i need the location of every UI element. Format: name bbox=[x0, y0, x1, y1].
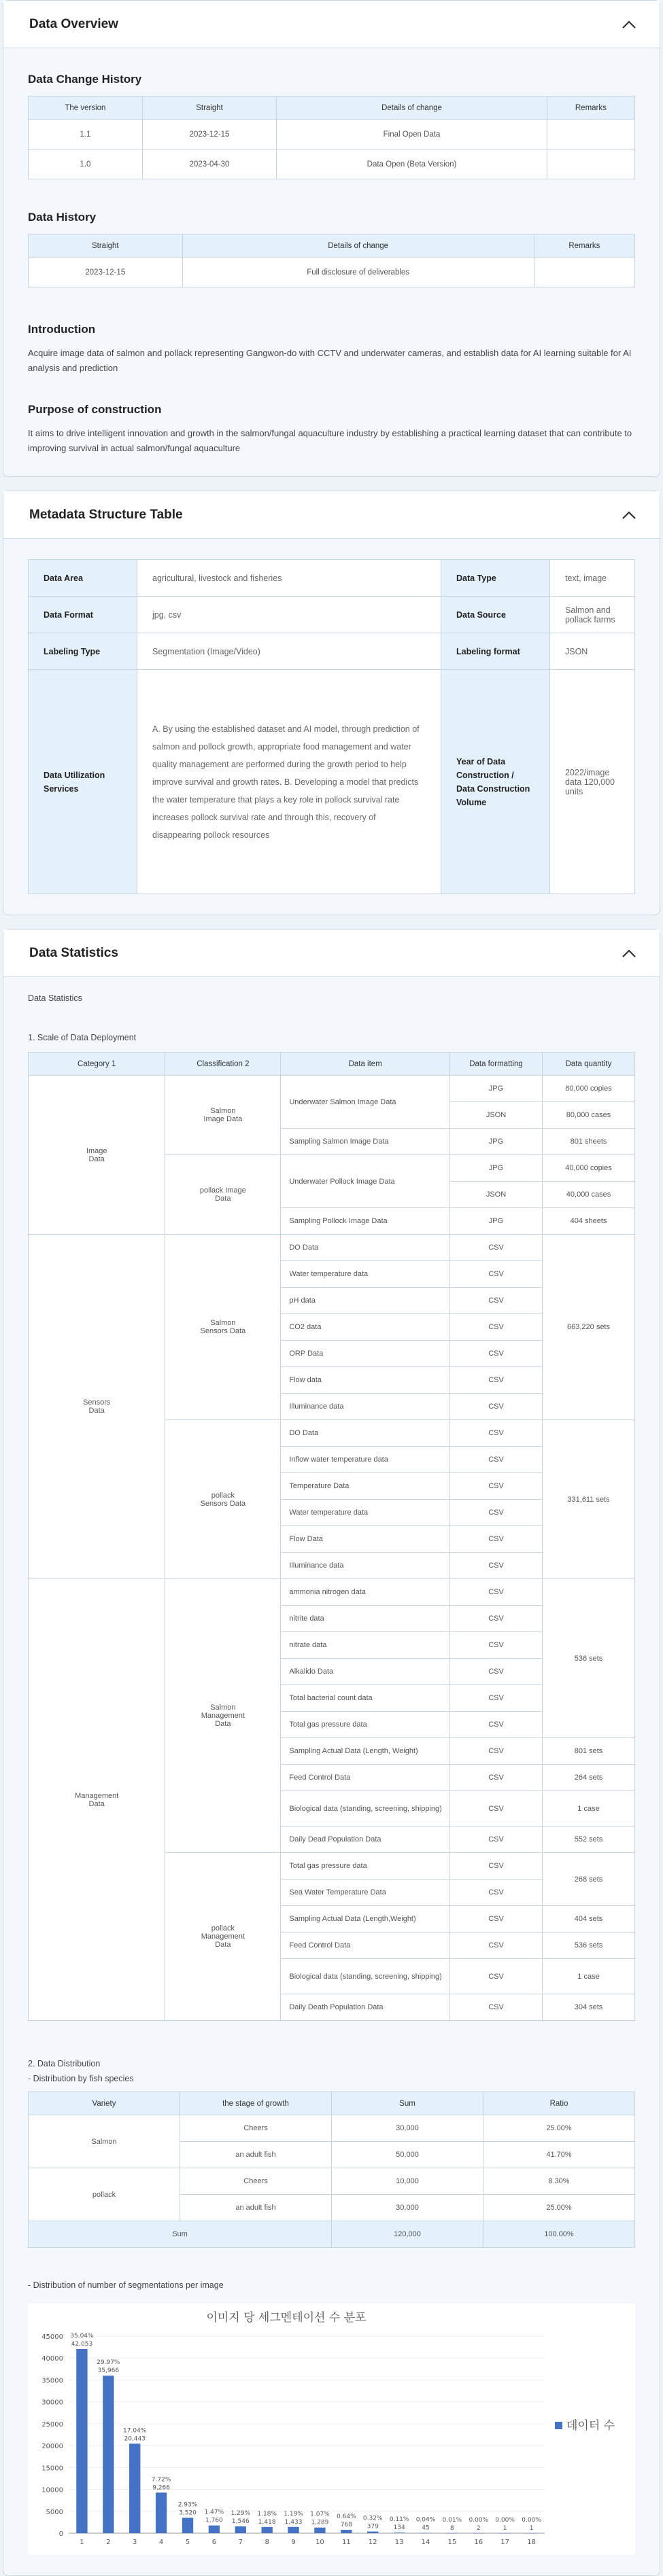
cell: 41.70% bbox=[483, 2142, 635, 2168]
item-cell: Daily Death Population Data bbox=[281, 1994, 450, 2021]
metadata-table bbox=[28, 559, 635, 894]
col-header: the stage of growth bbox=[180, 2092, 332, 2115]
format-cell: CSV bbox=[450, 1341, 543, 1367]
col-header: Details of change bbox=[277, 96, 547, 120]
label: Data Area bbox=[29, 560, 137, 597]
purpose-title: Purpose of construction bbox=[28, 403, 162, 416]
intro-title: Introduction bbox=[28, 323, 96, 336]
cell: 8.30% bbox=[483, 2168, 635, 2195]
format-cell: JPG bbox=[450, 1076, 543, 1102]
section-title: Metadata Structure Table bbox=[29, 507, 183, 522]
item-cell: Inflow water temperature data bbox=[281, 1447, 450, 1473]
qty-cell: 404 sheets bbox=[543, 1208, 635, 1235]
qty-cell: 1 case bbox=[543, 1791, 635, 1827]
qty-cell: 80,000 cases bbox=[543, 1102, 635, 1129]
bar bbox=[500, 2533, 511, 2534]
bar-percent-label: 1.47% bbox=[204, 2509, 224, 2516]
change-history-table bbox=[28, 96, 635, 179]
x-tick-label: 15 bbox=[447, 2539, 457, 2546]
bar-percent-label: 0.00% bbox=[495, 2516, 515, 2524]
section-title: Data Statistics bbox=[29, 945, 118, 960]
x-tick-label: 18 bbox=[527, 2539, 536, 2546]
class-cell: Salmon Management Data bbox=[165, 1579, 281, 1853]
variety-cell: Salmon bbox=[29, 2115, 180, 2168]
metadata-header[interactable] bbox=[3, 491, 660, 539]
col-header: Straight bbox=[142, 96, 276, 120]
qty-cell: 80,000 copies bbox=[543, 1076, 635, 1102]
class-cell: pollack Sensors Data bbox=[165, 1420, 281, 1579]
table-row bbox=[29, 258, 635, 287]
value: JSON bbox=[549, 633, 634, 670]
bar-value-label: 1,433 bbox=[284, 2518, 303, 2526]
x-tick-label: 12 bbox=[368, 2539, 377, 2546]
bar-value-label: 3,520 bbox=[179, 2509, 197, 2517]
class-cell: pollack Management Data bbox=[165, 1853, 281, 2021]
item-cell: Feed Control Data bbox=[281, 1765, 450, 1791]
bar-value-label: 1 bbox=[529, 2524, 534, 2532]
sum-cell: 100.00% bbox=[483, 2221, 635, 2248]
data-statistics-header[interactable] bbox=[3, 930, 660, 977]
bar-percent-label: 1.29% bbox=[231, 2510, 251, 2518]
item-cell: ammonia nitrogen data bbox=[281, 1579, 450, 1606]
bar-percent-label: 29.97% bbox=[97, 2359, 120, 2367]
bar-percent-label: 1.07% bbox=[310, 2511, 330, 2518]
x-tick-label: 13 bbox=[394, 2539, 404, 2546]
col-header: Data item bbox=[281, 1053, 450, 1076]
cell: 30,000 bbox=[332, 2195, 483, 2221]
cell bbox=[547, 120, 634, 149]
col-header: The version bbox=[29, 96, 143, 120]
value: agricultural, livestock and fisheries bbox=[137, 560, 441, 597]
bar-value-label: 1,418 bbox=[258, 2518, 276, 2526]
bar-value-label: 8 bbox=[450, 2524, 454, 2532]
item-cell: Sampling Pollock Image Data bbox=[281, 1208, 450, 1235]
cell bbox=[534, 258, 634, 287]
format-cell: CSV bbox=[450, 1447, 543, 1473]
purpose-text: It aims to drive intelligent innovation and growth in the salmon/fungal aquaculture industry by establishing a practical learning dataset that can contribute to improving survival in actual salmon/fungal aquaculture bbox=[28, 428, 632, 453]
item-cell: DO Data bbox=[281, 1420, 450, 1447]
segmentation-chart bbox=[28, 2304, 635, 2555]
bar-percent-label: 2.93% bbox=[177, 2501, 198, 2509]
bar-percent-label: 0.00% bbox=[469, 2516, 489, 2524]
label: Data Type bbox=[441, 560, 549, 597]
history-title: Data History bbox=[28, 211, 97, 224]
variety-cell: pollack bbox=[29, 2168, 180, 2221]
cell: 2023-12-15 bbox=[142, 120, 276, 149]
x-tick-label: 5 bbox=[185, 2539, 190, 2546]
col-header: Ratio bbox=[483, 2092, 635, 2115]
bar-value-label: 2 bbox=[476, 2524, 481, 2532]
value: Salmon and pollack farms bbox=[549, 597, 634, 633]
chevron-up-icon[interactable] bbox=[619, 943, 639, 964]
bar-percent-label: 0.00% bbox=[522, 2516, 541, 2524]
bar-value-label: 9,266 bbox=[152, 2484, 170, 2492]
col-header: Category 1 bbox=[29, 1053, 165, 1076]
bar bbox=[182, 2518, 193, 2533]
item-cell: Flow Data bbox=[281, 1526, 450, 1553]
y-tick-label: 15000 bbox=[41, 2465, 63, 2473]
cell: 10,000 bbox=[332, 2168, 483, 2195]
data-overview-header[interactable] bbox=[3, 1, 660, 48]
table-row bbox=[29, 633, 635, 670]
label: Data Format bbox=[29, 597, 137, 633]
item-cell: Flow data bbox=[281, 1367, 450, 1394]
item-cell: Underwater Pollock Image Data bbox=[281, 1155, 450, 1208]
bar bbox=[420, 2533, 431, 2534]
cell: 25.00% bbox=[483, 2115, 635, 2142]
bar-percent-label: 0.01% bbox=[442, 2516, 462, 2524]
qty-cell: 264 sets bbox=[543, 1765, 635, 1791]
format-cell: CSV bbox=[450, 1632, 543, 1659]
col-header: Data quantity bbox=[543, 1053, 635, 1076]
qty-cell: 801 sheets bbox=[543, 1129, 635, 1155]
item-cell: Feed Control Data bbox=[281, 1933, 450, 1959]
format-cell: CSV bbox=[450, 1553, 543, 1579]
cell: Data Open (Beta Version) bbox=[277, 149, 547, 179]
col-header: Remarks bbox=[547, 96, 634, 120]
segmentation-subtitle: - Distribution of number of segmentations per image bbox=[28, 2280, 224, 2290]
x-tick-label: 3 bbox=[133, 2539, 137, 2546]
legend-swatch bbox=[555, 2422, 562, 2429]
bar-value-label: 379 bbox=[367, 2523, 379, 2530]
item-cell: Biological data (standing, screening, shipping) bbox=[281, 1791, 450, 1827]
format-cell: CSV bbox=[450, 1420, 543, 1447]
item-cell: Sea Water Temperature Data bbox=[281, 1880, 450, 1906]
cell: 25.00% bbox=[483, 2195, 635, 2221]
bar-percent-label: 1.18% bbox=[257, 2510, 277, 2518]
format-cell: CSV bbox=[450, 1994, 543, 2021]
bar-value-label: 134 bbox=[393, 2524, 405, 2532]
format-cell: CSV bbox=[450, 1473, 543, 1500]
item-cell: pH data bbox=[281, 1288, 450, 1314]
bar bbox=[262, 2527, 273, 2533]
x-tick-label: 9 bbox=[291, 2539, 296, 2546]
format-cell: CSV bbox=[450, 1500, 543, 1526]
value: A. By using the established dataset and AI model, through prediction of salmon and pollock growth, appropriate food management and water quality management are performed during the growth period to help improve survival and growth rates. B. Developing a model that predicts the water temperature that plays a key role in pollock survival rate increases pollock survival rate and through this, recovery of disappearing pollock resources bbox=[137, 670, 441, 894]
x-tick-label: 7 bbox=[238, 2539, 243, 2546]
chevron-up-icon[interactable] bbox=[619, 14, 639, 35]
bar-percent-label: 0.64% bbox=[337, 2513, 356, 2521]
format-cell: CSV bbox=[450, 1314, 543, 1341]
class-cell: pollack Image Data bbox=[165, 1155, 281, 1235]
format-cell: CSV bbox=[450, 1659, 543, 1685]
scale-title: 1. Scale of Data Deployment bbox=[28, 1033, 137, 1042]
col-header: Straight bbox=[29, 234, 183, 258]
x-tick-label: 4 bbox=[158, 2539, 164, 2546]
y-tick-label: 0 bbox=[58, 2530, 63, 2538]
value: 2022/image data 120,000 units bbox=[549, 670, 634, 894]
bar-percent-label: 0.11% bbox=[389, 2516, 409, 2524]
table-row bbox=[29, 149, 635, 179]
label: Data Source bbox=[441, 597, 549, 633]
x-tick-label: 2 bbox=[106, 2539, 111, 2546]
bar-value-label: 45 bbox=[422, 2524, 430, 2532]
item-cell: Temperature Data bbox=[281, 1473, 450, 1500]
col-header: Classification 2 bbox=[165, 1053, 281, 1076]
table-row bbox=[29, 120, 635, 149]
bar bbox=[209, 2526, 220, 2533]
x-tick-label: 1 bbox=[80, 2539, 84, 2546]
format-cell: JPG bbox=[450, 1129, 543, 1155]
qty-cell: 304 sets bbox=[543, 1994, 635, 2021]
metadata-card bbox=[3, 491, 660, 915]
cell: 1.0 bbox=[29, 149, 143, 179]
cell: 2023-04-30 bbox=[142, 149, 276, 179]
label: Data Utilization Services bbox=[29, 670, 137, 894]
bar bbox=[156, 2492, 167, 2533]
bar-value-label: 1,546 bbox=[231, 2518, 250, 2526]
item-cell: Illuminance data bbox=[281, 1394, 450, 1420]
sum-cell: Sum bbox=[29, 2221, 332, 2248]
cell: an adult fish bbox=[180, 2142, 332, 2168]
format-cell: CSV bbox=[450, 1526, 543, 1553]
x-tick-label: 14 bbox=[421, 2539, 430, 2546]
col-header: Remarks bbox=[534, 234, 634, 258]
col-header: Sum bbox=[332, 2092, 483, 2115]
bar-value-label: 1,760 bbox=[205, 2517, 223, 2524]
bar bbox=[367, 2532, 378, 2533]
qty-cell: 552 sets bbox=[543, 1827, 635, 1853]
item-cell: nitrate data bbox=[281, 1632, 450, 1659]
format-cell: CSV bbox=[450, 1288, 543, 1314]
bar-value-label: 42,053 bbox=[71, 2340, 93, 2348]
bar-value-label: 1,289 bbox=[311, 2519, 329, 2526]
segmentation-bar-chart bbox=[28, 2304, 641, 2555]
table-row bbox=[29, 670, 635, 894]
bar-value-label: 768 bbox=[340, 2522, 352, 2529]
qty-cell: 404 sets bbox=[543, 1906, 635, 1933]
qty-cell: 1 case bbox=[543, 1959, 635, 1994]
y-tick-label: 5000 bbox=[46, 2508, 63, 2516]
y-tick-label: 45000 bbox=[41, 2333, 63, 2341]
item-cell: DO Data bbox=[281, 1235, 450, 1261]
y-tick-label: 35000 bbox=[41, 2377, 63, 2385]
format-cell: CSV bbox=[450, 1906, 543, 1933]
class-cell: Salmon Image Data bbox=[165, 1076, 281, 1155]
qty-cell: 40,000 copies bbox=[543, 1155, 635, 1182]
format-cell: CSV bbox=[450, 1853, 543, 1880]
distribution-title: 2. Data Distribution bbox=[28, 2059, 101, 2068]
y-tick-label: 10000 bbox=[41, 2486, 63, 2494]
stats-subtitle: Data Statistics bbox=[28, 993, 82, 1003]
bar bbox=[473, 2533, 484, 2534]
format-cell: CSV bbox=[450, 1712, 543, 1738]
qty-cell: 663,220 sets bbox=[543, 1235, 635, 1420]
format-cell: CSV bbox=[450, 1827, 543, 1853]
qty-cell: 801 sets bbox=[543, 1738, 635, 1765]
qty-cell: 536 sets bbox=[543, 1933, 635, 1959]
format-cell: CSV bbox=[450, 1791, 543, 1827]
bar-percent-label: 35.04% bbox=[70, 2332, 94, 2340]
item-cell: Illuminance data bbox=[281, 1553, 450, 1579]
item-cell: CO2 data bbox=[281, 1314, 450, 1341]
format-cell: CSV bbox=[450, 1933, 543, 1959]
data-statistics-card bbox=[3, 929, 660, 2576]
format-cell: JSON bbox=[450, 1102, 543, 1129]
qty-cell: 536 sets bbox=[543, 1579, 635, 1738]
format-cell: CSV bbox=[450, 1261, 543, 1288]
qty-cell: 268 sets bbox=[543, 1853, 635, 1906]
format-cell: CSV bbox=[450, 1394, 543, 1420]
value: text, image bbox=[549, 560, 634, 597]
item-cell: Total gas pressure data bbox=[281, 1853, 450, 1880]
col-header: Data formatting bbox=[450, 1053, 543, 1076]
cell: 30,000 bbox=[332, 2115, 483, 2142]
change-history-title: Data Change History bbox=[28, 73, 142, 86]
format-cell: CSV bbox=[450, 1959, 543, 1994]
scale-table bbox=[28, 1052, 635, 2021]
data-overview-card bbox=[3, 0, 660, 477]
qty-cell: 331,611 sets bbox=[543, 1420, 635, 1579]
x-tick-label: 17 bbox=[500, 2539, 510, 2546]
bar bbox=[235, 2526, 246, 2533]
x-tick-label: 6 bbox=[211, 2539, 217, 2546]
category-cell: Management Data bbox=[29, 1579, 165, 2021]
label: Labeling Type bbox=[29, 633, 137, 670]
distribution-subtitle: - Distribution by fish species bbox=[28, 2074, 134, 2083]
item-cell: Daily Dead Population Data bbox=[281, 1827, 450, 1853]
value: Segmentation (Image/Video) bbox=[137, 633, 441, 670]
sum-cell: 120,000 bbox=[332, 2221, 483, 2248]
y-tick-label: 30000 bbox=[41, 2399, 63, 2407]
y-tick-label: 20000 bbox=[41, 2443, 63, 2451]
cell: Final Open Data bbox=[277, 120, 547, 149]
cell: 50,000 bbox=[332, 2142, 483, 2168]
cell: an adult fish bbox=[180, 2195, 332, 2221]
item-cell: Total bacterial count data bbox=[281, 1685, 450, 1712]
format-cell: JPG bbox=[450, 1155, 543, 1182]
format-cell: CSV bbox=[450, 1738, 543, 1765]
intro-text: Acquire image data of salmon and pollack representing Gangwon-do with CCTV and underwater cameras, and establish data for AI learning suitable for AI analysis and prediction bbox=[28, 348, 632, 373]
bar-percent-label: 0.32% bbox=[362, 2515, 383, 2522]
format-cell: JSON bbox=[450, 1182, 543, 1208]
bar bbox=[288, 2527, 299, 2533]
chart-title: 이미지 당 세그멘테이션 수 분포 bbox=[206, 2311, 367, 2325]
x-tick-label: 16 bbox=[474, 2539, 483, 2546]
item-cell: Underwater Salmon Image Data bbox=[281, 1076, 450, 1129]
y-tick-label: 40000 bbox=[41, 2355, 63, 2363]
x-tick-label: 11 bbox=[341, 2539, 351, 2546]
format-cell: CSV bbox=[450, 1235, 543, 1261]
bar-value-label: 1 bbox=[503, 2524, 507, 2532]
bar bbox=[447, 2533, 458, 2534]
class-cell: Salmon Sensors Data bbox=[165, 1235, 281, 1420]
col-header: Variety bbox=[29, 2092, 180, 2115]
bar-percent-label: 1.19% bbox=[284, 2510, 303, 2518]
item-cell: Water temperature data bbox=[281, 1500, 450, 1526]
table-row bbox=[29, 560, 635, 597]
value: jpg, csv bbox=[137, 597, 441, 633]
item-cell: Sampling Salmon Image Data bbox=[281, 1129, 450, 1155]
category-cell: Sensors Data bbox=[29, 1235, 165, 1579]
format-cell: CSV bbox=[450, 1880, 543, 1906]
label: Labeling format bbox=[441, 633, 549, 670]
x-tick-label: 8 bbox=[265, 2539, 269, 2546]
item-cell: Alkalido Data bbox=[281, 1659, 450, 1685]
bar bbox=[76, 2349, 87, 2533]
bar bbox=[129, 2443, 140, 2533]
bar-percent-label: 7.72% bbox=[151, 2476, 171, 2484]
category-cell: Image Data bbox=[29, 1076, 165, 1235]
legend-label: 데이터 수 bbox=[566, 2419, 615, 2433]
chevron-up-icon[interactable] bbox=[619, 505, 639, 525]
format-cell: CSV bbox=[450, 1367, 543, 1394]
cell: Cheers bbox=[180, 2115, 332, 2142]
cell: 1.1 bbox=[29, 120, 143, 149]
qty-cell: 40,000 cases bbox=[543, 1182, 635, 1208]
format-cell: CSV bbox=[450, 1685, 543, 1712]
item-cell: Total gas pressure data bbox=[281, 1712, 450, 1738]
col-header: Details of change bbox=[182, 234, 534, 258]
label: Year of Data Construction / Data Construction Volume bbox=[441, 670, 549, 894]
bar bbox=[103, 2376, 114, 2533]
bar-percent-label: 0.04% bbox=[415, 2516, 436, 2524]
item-cell: Sampling Actual Data (Length, Weight) bbox=[281, 1738, 450, 1765]
bar bbox=[314, 2528, 325, 2533]
format-cell: JPG bbox=[450, 1208, 543, 1235]
bar-percent-label: 17.04% bbox=[123, 2427, 147, 2435]
bar-value-label: 35,966 bbox=[97, 2367, 120, 2375]
cell: Full disclosure of deliverables bbox=[182, 258, 534, 287]
x-tick-label: 10 bbox=[316, 2539, 324, 2546]
section-title: Data Overview bbox=[29, 16, 118, 31]
bar bbox=[526, 2533, 537, 2534]
history-table bbox=[28, 234, 635, 287]
format-cell: CSV bbox=[450, 1765, 543, 1791]
item-cell: Sampling Actual Data (Length,Weight) bbox=[281, 1906, 450, 1933]
item-cell: nitrite data bbox=[281, 1606, 450, 1632]
bar bbox=[341, 2530, 352, 2533]
format-cell: CSV bbox=[450, 1579, 543, 1606]
table-row bbox=[29, 597, 635, 633]
cell: 2023-12-15 bbox=[29, 258, 183, 287]
item-cell: Water temperature data bbox=[281, 1261, 450, 1288]
cell bbox=[547, 149, 634, 179]
format-cell: CSV bbox=[450, 1606, 543, 1632]
item-cell: Biological data (standing, screening, shipping) bbox=[281, 1959, 450, 1994]
cell: Cheers bbox=[180, 2168, 332, 2195]
bar-value-label: 20,443 bbox=[124, 2435, 146, 2443]
item-cell: ORP Data bbox=[281, 1341, 450, 1367]
y-tick-label: 25000 bbox=[41, 2420, 63, 2429]
distribution-table bbox=[28, 2092, 635, 2248]
